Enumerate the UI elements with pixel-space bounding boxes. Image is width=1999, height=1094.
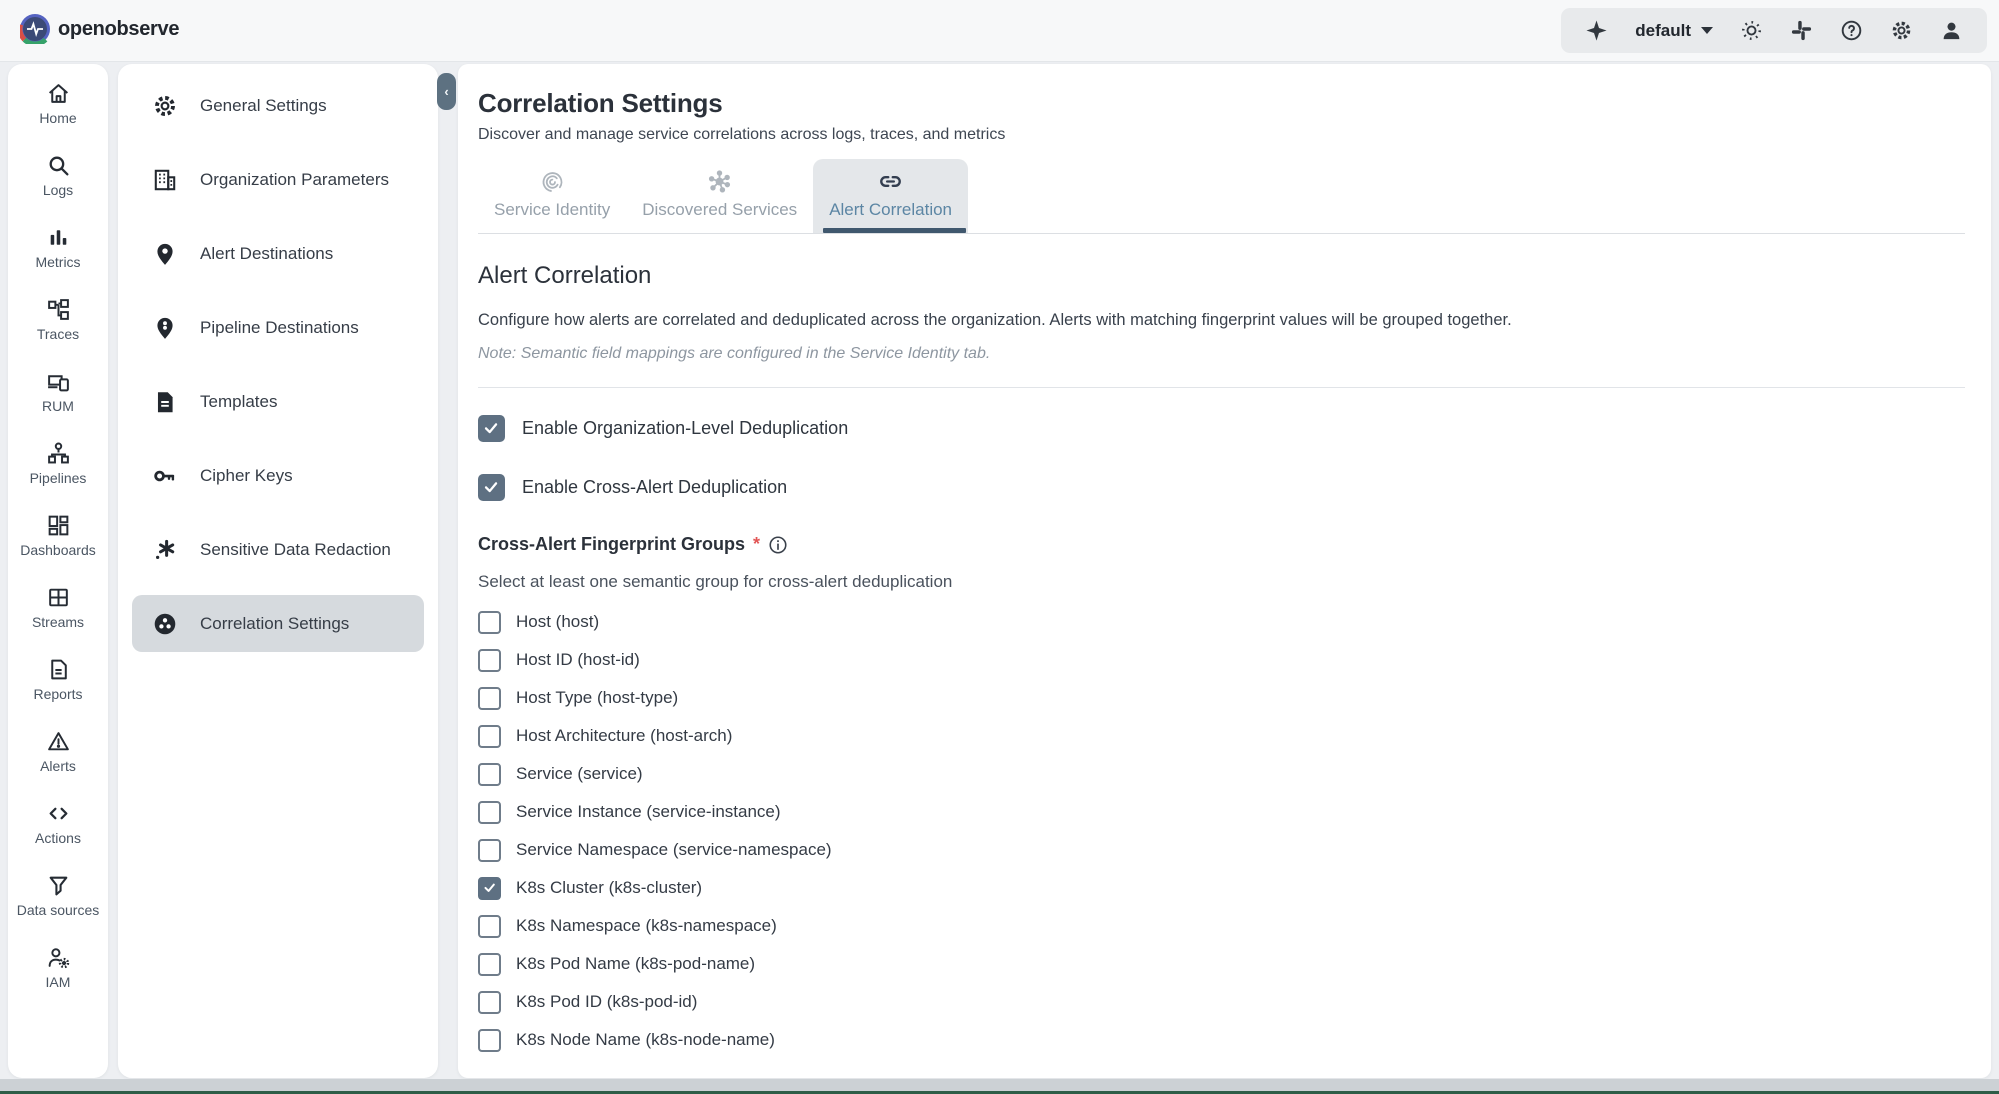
menu-item-label: Sensitive Data Redaction <box>200 539 391 559</box>
sidebar-item-streams[interactable] <box>8 572 108 644</box>
top-controls <box>1561 8 1987 53</box>
primary-sidebar <box>8 64 108 1078</box>
option-k8s-namespace[interactable] <box>478 907 1965 945</box>
checkbox-label: Host ID (host-id) <box>516 650 640 669</box>
menu-item-cipher-keys[interactable] <box>132 447 424 504</box>
checkbox[interactable] <box>478 991 501 1014</box>
option-service[interactable] <box>478 755 1965 793</box>
sidebar-item-label: Actions <box>35 830 81 847</box>
sidebar-item-reports[interactable] <box>8 644 108 716</box>
checkbox-label: Enable Organization-Level Deduplication <box>522 418 849 438</box>
hierarchy-icon <box>46 441 71 466</box>
sidebar-collapse-button[interactable] <box>437 73 456 110</box>
chevron-down-icon <box>1701 27 1713 34</box>
devices-icon <box>46 369 71 394</box>
sidebar-item-home[interactable] <box>8 68 108 140</box>
fingerprint-groups-label: Cross-Alert Fingerprint Groups <box>478 534 746 554</box>
checkbox-label: Service Namespace (service-namespace) <box>516 840 832 859</box>
menu-item-pipeline-destinations[interactable] <box>132 299 424 356</box>
warning-triangle-icon <box>46 729 71 754</box>
sidebar-item-label: Dashboards <box>20 542 96 559</box>
document-icon <box>46 657 71 682</box>
section-description: Configure how alerts are correlated and deduplicated across the organization. Alerts with matching fingerprint values will be grouped together. <box>478 311 1512 329</box>
sidebar-item-metrics[interactable] <box>8 212 108 284</box>
bar-chart-icon <box>46 225 71 250</box>
menu-item-label: Cipher Keys <box>200 465 293 485</box>
sidebar-item-label: Pipelines <box>29 470 87 487</box>
link-icon <box>877 168 904 195</box>
help-icon[interactable] <box>1840 19 1863 42</box>
checkbox[interactable] <box>478 1029 501 1052</box>
checkbox-label: K8s Pod ID (k8s-pod-id) <box>516 992 698 1011</box>
check-icon <box>483 479 499 495</box>
home-icon <box>46 81 71 106</box>
checkbox-label: K8s Pod Name (k8s-pod-name) <box>516 954 756 973</box>
settings-icon[interactable] <box>1890 19 1913 42</box>
tab-alert-correlation[interactable] <box>813 159 968 233</box>
section-note: Note: Semantic field mappings are configured in the Service Identity tab. <box>478 345 991 362</box>
toggle-cross-alert-dedup[interactable] <box>478 474 1965 501</box>
building-icon <box>152 167 178 193</box>
checkbox[interactable] <box>478 611 501 634</box>
dashboard-grid-icon <box>46 513 71 538</box>
table-grid-icon <box>46 585 71 610</box>
menu-item-alert-destinations[interactable] <box>132 225 424 282</box>
fingerprint-icon <box>539 168 566 195</box>
sidebar-item-traces[interactable] <box>8 284 108 356</box>
option-host[interactable] <box>478 603 1965 641</box>
fingerprint-groups-hint: Select at least one semantic group for cross-alert deduplication <box>478 572 953 591</box>
sidebar-item-dashboards[interactable] <box>8 500 108 572</box>
checkbox-label: Host Architecture (host-arch) <box>516 726 733 745</box>
profile-icon[interactable] <box>1940 19 1963 42</box>
sidebar-item-label: Home <box>39 110 77 127</box>
checkbox-label: Host Type (host-type) <box>516 688 679 707</box>
tab-label: Discovered Services <box>642 200 798 219</box>
divider <box>478 387 1965 388</box>
correlation-icon <box>152 611 178 637</box>
gear-icon <box>152 93 178 119</box>
page-title: Correlation Settings <box>478 88 723 118</box>
checkbox[interactable] <box>478 839 501 862</box>
ai-sparkle-icon[interactable] <box>1585 19 1608 42</box>
search-icon <box>46 153 71 178</box>
checkbox-label: K8s Node Name (k8s-node-name) <box>516 1030 775 1049</box>
option-k8s-pod-id[interactable] <box>478 983 1965 1021</box>
tab-service-identity[interactable] <box>478 159 626 233</box>
brand-name: openobserve <box>58 17 180 40</box>
chevron-left-icon: ‹ <box>444 84 449 99</box>
menu-item-correlation-settings[interactable] <box>132 595 424 652</box>
fingerprint-group-options <box>478 603 1965 1059</box>
checkbox[interactable] <box>478 801 501 824</box>
menu-item-label: Pipeline Destinations <box>200 317 359 337</box>
sidebar-item-logs[interactable] <box>8 140 108 212</box>
required-marker: * <box>753 534 761 554</box>
menu-item-label: Correlation Settings <box>200 613 350 633</box>
sidebar-item-label: Alerts <box>40 758 76 775</box>
option-service-instance[interactable] <box>478 793 1965 831</box>
fingerprint-groups-header <box>478 534 1965 555</box>
trace-tree-icon <box>46 297 71 322</box>
option-service-namespace[interactable] <box>478 831 1965 869</box>
checkbox-label: Host (host) <box>516 612 600 631</box>
checkbox[interactable] <box>478 474 505 501</box>
menu-item-templates[interactable] <box>132 373 424 430</box>
code-brackets-icon <box>46 801 71 826</box>
option-k8s-pod-name[interactable] <box>478 945 1965 983</box>
option-k8s-cluster[interactable] <box>478 869 1965 907</box>
settings-menu <box>118 64 438 1078</box>
tabs-row <box>478 159 1965 234</box>
org-selector-value: default <box>1635 20 1691 40</box>
section-heading: Alert Correlation <box>478 262 652 289</box>
option-k8s-node-name[interactable] <box>478 1021 1965 1059</box>
pin-icon <box>152 241 178 267</box>
menu-item-general-settings[interactable] <box>132 77 424 134</box>
tab-label: Service Identity <box>494 200 611 219</box>
checkbox-label: K8s Cluster (k8s-cluster) <box>516 878 703 897</box>
sidebar-item-label: Data sources <box>16 902 100 919</box>
checkbox[interactable] <box>478 687 501 710</box>
option-host-arch[interactable] <box>478 717 1965 755</box>
sidebar-item-alerts[interactable] <box>8 716 108 788</box>
tab-discovered-services[interactable] <box>626 159 813 233</box>
theme-light-icon[interactable] <box>1740 19 1763 42</box>
openobserve-logo-icon <box>20 14 50 44</box>
org-selector[interactable] <box>1635 21 1713 41</box>
asterisk-icon <box>152 537 178 563</box>
user-gear-icon <box>46 945 71 970</box>
info-icon[interactable] <box>768 535 788 555</box>
sidebar-item-rum[interactable] <box>8 356 108 428</box>
menu-item-sensitive-data-redaction[interactable] <box>132 521 424 578</box>
checkbox-label: Service (service) <box>516 764 643 783</box>
brand[interactable] <box>20 14 179 44</box>
checkbox-label: Service Instance (service-instance) <box>516 802 781 821</box>
menu-item-organization-parameters[interactable] <box>132 151 424 208</box>
checkbox[interactable] <box>478 953 501 976</box>
sidebar-item-label: Streams <box>31 614 85 631</box>
sidebar-item-actions[interactable] <box>8 788 108 860</box>
sidebar-item-label: Traces <box>36 326 80 343</box>
checkbox[interactable] <box>478 415 505 442</box>
checkbox[interactable] <box>478 877 501 900</box>
horizontal-scrollbar[interactable] <box>0 1079 1999 1091</box>
main-content <box>458 64 1991 1078</box>
option-host-id[interactable] <box>478 641 1965 679</box>
checkbox[interactable] <box>478 649 501 672</box>
sidebar-item-label: IAM <box>45 974 71 991</box>
slack-icon[interactable] <box>1790 19 1813 42</box>
key-icon <box>152 463 178 489</box>
sidebar-item-pipelines[interactable] <box>8 428 108 500</box>
file-icon <box>152 389 178 415</box>
check-icon <box>483 420 499 436</box>
option-host-type[interactable] <box>478 679 1965 717</box>
sidebar-item-data-sources[interactable] <box>8 860 108 932</box>
menu-item-label: General Settings <box>200 95 327 115</box>
sidebar-item-label: RUM <box>42 398 74 415</box>
checkbox[interactable] <box>478 725 501 748</box>
checkbox-label: Enable Cross-Alert Deduplication <box>522 477 788 497</box>
tab-label: Alert Correlation <box>829 200 953 219</box>
sidebar-item-label: Metrics <box>35 254 81 271</box>
top-bar <box>0 0 1999 62</box>
funnel-icon <box>46 873 71 898</box>
checkbox[interactable] <box>478 763 501 786</box>
checkbox[interactable] <box>478 915 501 938</box>
toggle-org-level-dedup[interactable] <box>478 415 1965 442</box>
menu-item-label: Templates <box>200 391 278 411</box>
sidebar-item-label: Reports <box>33 686 83 703</box>
page-subtitle: Discover and manage service correlations across logs, traces, and metrics <box>478 126 1006 143</box>
check-icon <box>483 881 496 894</box>
checkbox-label: K8s Namespace (k8s-namespace) <box>516 916 777 935</box>
menu-item-label: Organization Parameters <box>200 169 389 189</box>
sidebar-item-iam[interactable] <box>8 932 108 1004</box>
pin-alt-icon <box>152 315 178 341</box>
menu-item-label: Alert Destinations <box>200 243 334 263</box>
molecule-icon <box>706 168 733 195</box>
sidebar-item-label: Logs <box>42 182 74 199</box>
